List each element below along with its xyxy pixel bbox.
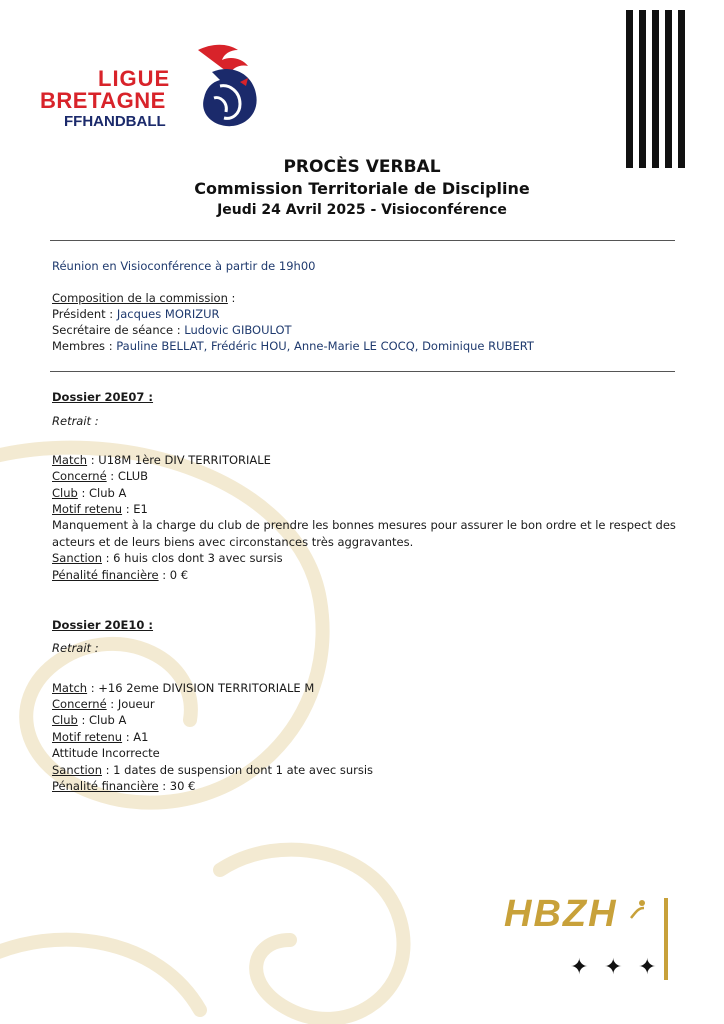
sanction-label: Sanction [52, 551, 102, 565]
dossier-2-concerne [52, 696, 155, 713]
logo-text-bretagne: BRETAGNE [40, 88, 166, 113]
members-label: Membres : [52, 339, 117, 353]
hbzh-divider [664, 898, 668, 980]
concerne-label: Concerné [52, 469, 107, 483]
dossier-2-club [52, 712, 126, 729]
divider-middle [50, 371, 675, 372]
concerne-value: : Joueur [106, 697, 155, 711]
dossier-1-title: Dossier 20E07 : [52, 390, 154, 404]
ermine-icon: ✦ [570, 955, 589, 980]
dossier-2-penalite [52, 778, 195, 795]
document-title-block [0, 156, 724, 220]
president-line [52, 306, 220, 323]
composition-label: Composition de la commission [52, 291, 228, 305]
document-date: Jeudi 24 Avril 2025 - Visioconférence [217, 202, 507, 218]
club-label: Club [52, 486, 78, 500]
concerne-value: : CLUB [106, 469, 149, 483]
secretary-line [52, 322, 292, 339]
dossier-2-title: Dossier 20E10 : [52, 618, 154, 632]
meeting-intro: Réunion en Visioconférence à partir de 19h00 [52, 259, 316, 273]
penalite-label: Pénalité financière [52, 779, 159, 793]
match-label: Match [52, 681, 88, 695]
dossier-1-motif [52, 501, 148, 518]
dossier-1-match [52, 452, 271, 469]
dossier-2-match [52, 680, 314, 697]
club-value: : Club A [77, 486, 127, 500]
dossier-2-description: Attitude Incorrecte [52, 746, 160, 760]
club-value: : Club A [77, 713, 127, 727]
dossier-2-motif [52, 729, 148, 746]
ermine-icon: ✦ [604, 955, 623, 980]
motif-value: : A1 [122, 730, 149, 744]
president-name: Jacques MORIZUR [116, 307, 220, 321]
dossier-2-status: Retrait : [52, 641, 99, 655]
sanction-value: : 1 dates de suspension dont 1 ate avec sursis [102, 763, 374, 777]
ball-player-icon [628, 898, 650, 920]
dossier-1-description-line1: Manquement à la charge du club de prendre les bonnes mesures pour assurer le bon ordre et le respect des [52, 518, 676, 532]
concerne-label: Concerné [52, 697, 107, 711]
penalite-value: : 30 € [158, 779, 196, 793]
composition-suffix: : [227, 291, 236, 305]
motif-label: Motif retenu [52, 502, 123, 516]
decorative-stripes [626, 10, 686, 170]
ligue-bretagne-logo [38, 42, 268, 132]
members-names: Pauline BELLAT, Frédéric HOU, Anne-Marie LE COCQ, Dominique RUBERT [116, 339, 534, 353]
penalite-value: : 0 € [158, 568, 189, 582]
motif-label: Motif retenu [52, 730, 123, 744]
match-label: Match [52, 453, 88, 467]
dossier-1-concerne [52, 468, 148, 485]
document-title: PROCÈS VERBAL [283, 157, 441, 177]
secretary-label: Secrétaire de séance : [52, 323, 185, 337]
dossier-1-status: Retrait : [52, 414, 99, 428]
dossier-1-description-line2: acteurs et de leurs biens avec circonstances très aggravantes. [52, 535, 414, 549]
dossier-2-sanction [52, 762, 373, 779]
divider-top [50, 240, 675, 241]
president-label: Président : [52, 307, 117, 321]
dossier-1-penalite [52, 567, 188, 584]
composition-heading [52, 290, 235, 307]
ermine-icon: ✦ [638, 955, 657, 980]
penalite-label: Pénalité financière [52, 568, 159, 582]
sanction-label: Sanction [52, 763, 102, 777]
logo-text-ligue: LIGUE [98, 66, 171, 91]
members-line [52, 338, 534, 355]
hbzh-text: HBZH [504, 893, 618, 935]
logo-text-ffhandball: FFHANDBALL [64, 113, 166, 130]
rooster-icon [190, 42, 266, 132]
hbzh-logo [500, 892, 680, 992]
club-label: Club [52, 713, 78, 727]
match-value: : +16 2eme DIVISION TERRITORIALE M [87, 681, 315, 695]
motif-value: : E1 [122, 502, 148, 516]
dossier-1-sanction [52, 550, 283, 567]
document-subtitle: Commission Territoriale de Discipline [194, 179, 530, 198]
secretary-name: Ludovic GIBOULOT [184, 323, 292, 337]
match-value: : U18M 1ère DIV TERRITORIALE [87, 453, 271, 467]
dossier-1-club [52, 485, 126, 502]
sanction-value: : 6 huis clos dont 3 avec sursis [102, 551, 283, 565]
